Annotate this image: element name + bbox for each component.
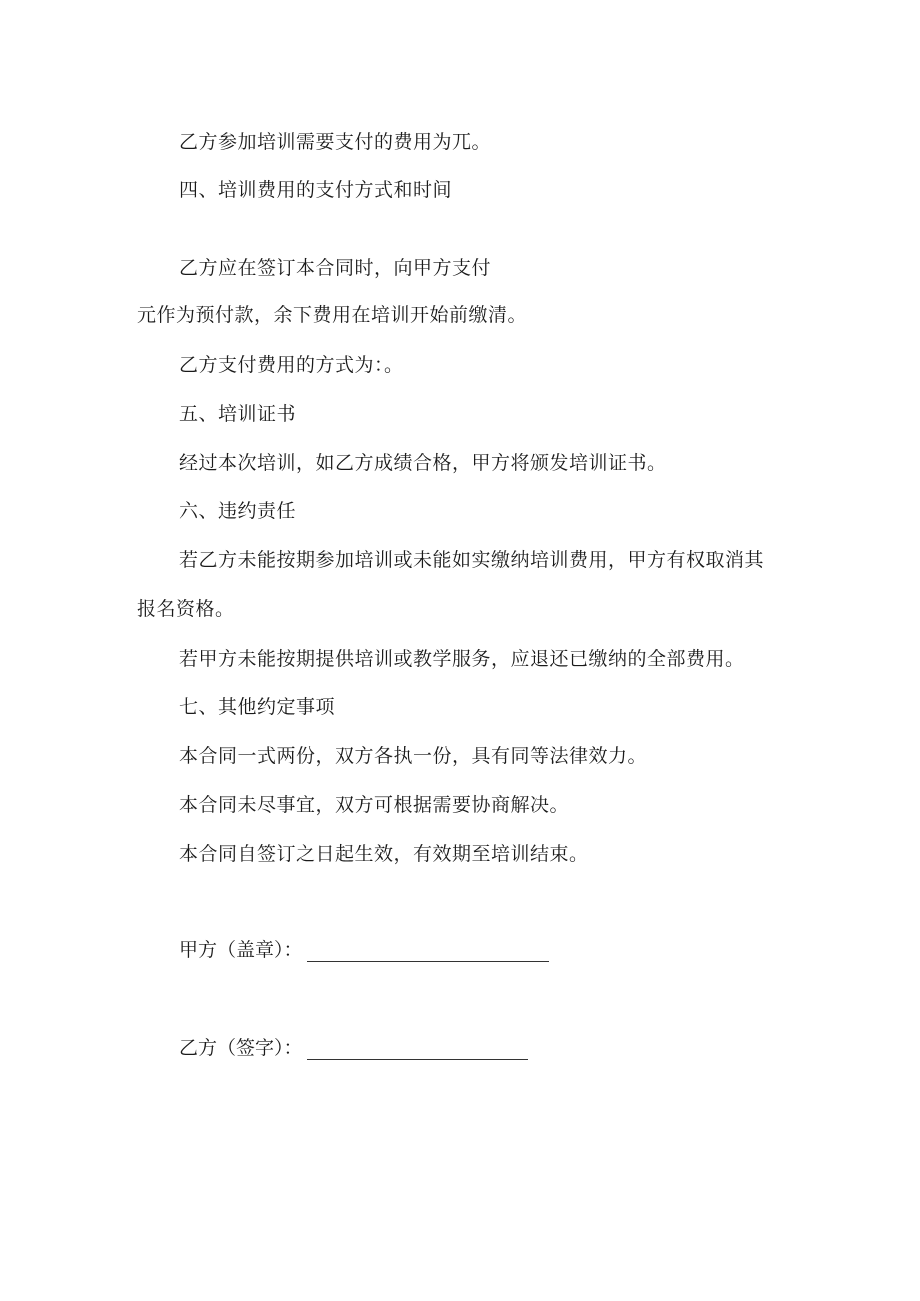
paragraph-party-a-breach: 若甲方未能按期提供培训或教学服务，应退还已缴纳的全部费用。 bbox=[179, 648, 745, 670]
paragraph-copies: 本合同一式两份，双方各执一份，具有同等法律效力。 bbox=[179, 745, 648, 767]
section-heading-certificate: 五、培训证书 bbox=[179, 403, 297, 425]
party-a-signature-row bbox=[179, 938, 549, 962]
paragraph-prepayment-line2: 元作为预付款，余下费用在培训开始前缴清。 bbox=[137, 304, 528, 326]
paragraph-party-b-breach-line1: 若乙方未能按期参加培训或未能如实缴纳培训费用，甲方有权取消其 bbox=[179, 549, 765, 571]
party-b-label: 乙方（签字）： bbox=[179, 1037, 303, 1059]
party-b-signature-field[interactable] bbox=[307, 1041, 528, 1060]
section-heading-liability: 六、违约责任 bbox=[179, 500, 297, 522]
paragraph-fee-amount: 乙方参加培训需要支付的费用为兀。 bbox=[179, 131, 492, 153]
paragraph-party-b-breach-line2: 报名资格。 bbox=[137, 598, 235, 620]
party-a-label: 甲方（盖章）： bbox=[179, 939, 303, 961]
section-heading-payment: 四、培训费用的支付方式和时间 bbox=[179, 179, 453, 201]
paragraph-effective-date: 本合同自签订之日起生效，有效期至培训结束。 bbox=[179, 843, 589, 865]
paragraph-payment-method: 乙方支付费用的方式为：。 bbox=[179, 354, 404, 376]
paragraph-certificate: 经过本次培训，如乙方成绩合格，甲方将颁发培训证书。 bbox=[179, 452, 667, 474]
section-heading-other: 七、其他约定事项 bbox=[179, 696, 336, 718]
party-a-seal-field[interactable] bbox=[307, 943, 549, 962]
paragraph-negotiation: 本合同未尽事宜，双方可根据需要协商解决。 bbox=[179, 794, 570, 816]
paragraph-prepayment-line1: 乙方应在签订本合同时，向甲方支付 bbox=[179, 257, 492, 279]
party-b-signature-row bbox=[179, 1036, 528, 1060]
